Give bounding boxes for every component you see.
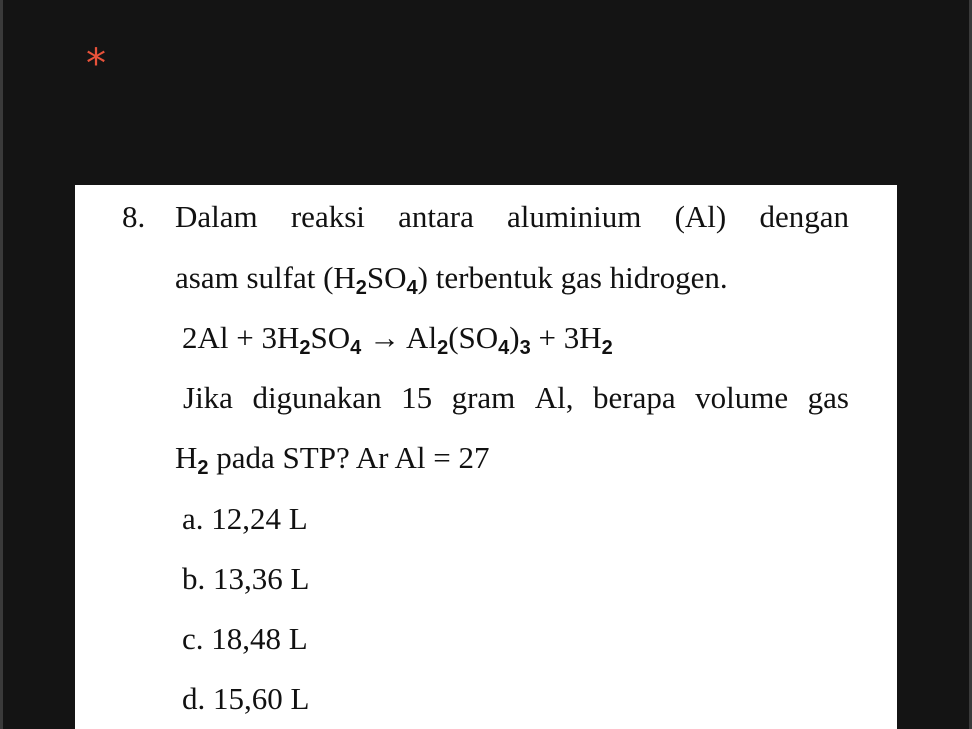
subscript: 4	[498, 337, 510, 359]
question-word: dengan	[759, 199, 849, 234]
subscript: 3	[519, 337, 531, 359]
question-word: reaksi	[290, 199, 365, 234]
question-word: volume	[695, 380, 789, 415]
frame-edge-left	[0, 0, 3, 729]
subscript: 2	[437, 337, 449, 359]
subscript: 2	[355, 277, 367, 299]
text-part: asam sulfat (H	[175, 260, 356, 295]
option-b: b. 13,36 L	[182, 561, 310, 596]
text-part: 2Al + 3H	[182, 320, 300, 355]
text-part: ) terbentuk gas hidrogen.	[417, 260, 728, 295]
question-word: (Al)	[674, 199, 727, 234]
text-part: H	[175, 440, 198, 475]
question-word: aluminium	[507, 199, 642, 234]
question-line-2	[175, 260, 728, 299]
question-word: gram	[451, 380, 516, 415]
question-line-5	[175, 440, 490, 479]
option-c: c. 18,48 L	[182, 621, 308, 656]
text-part: SO	[366, 260, 407, 295]
question-word: antara	[398, 199, 474, 234]
option-a: a. 12,24 L	[182, 501, 308, 536]
subscript: 4	[406, 277, 418, 299]
reaction-equation	[182, 320, 613, 359]
question-word: Dalam	[175, 199, 258, 234]
question-word: 15	[401, 380, 433, 415]
subscript: 2	[197, 457, 209, 479]
question-word: digunakan	[252, 380, 382, 415]
text-part: SO	[310, 320, 351, 355]
question-image	[75, 185, 897, 729]
subscript: 2	[601, 337, 613, 359]
question-line-1	[175, 201, 849, 232]
question-number: 8.	[122, 199, 146, 234]
text-part: + 3H	[530, 320, 602, 355]
question-word: Al,	[534, 380, 574, 415]
subscript: 2	[299, 337, 311, 359]
subscript: 4	[350, 337, 362, 359]
option-d: d. 15,60 L	[182, 681, 310, 716]
text-part: (SO	[448, 320, 499, 355]
question-word: Jika	[183, 380, 233, 415]
question-word: berapa	[593, 380, 676, 415]
question-word: gas	[807, 380, 849, 415]
text-part: pada STP? Ar Al = 27	[208, 440, 490, 475]
text-part: → Al	[361, 320, 438, 355]
question-line-4	[183, 382, 849, 413]
required-asterisk: *	[86, 41, 106, 87]
text-part: )	[509, 320, 520, 355]
